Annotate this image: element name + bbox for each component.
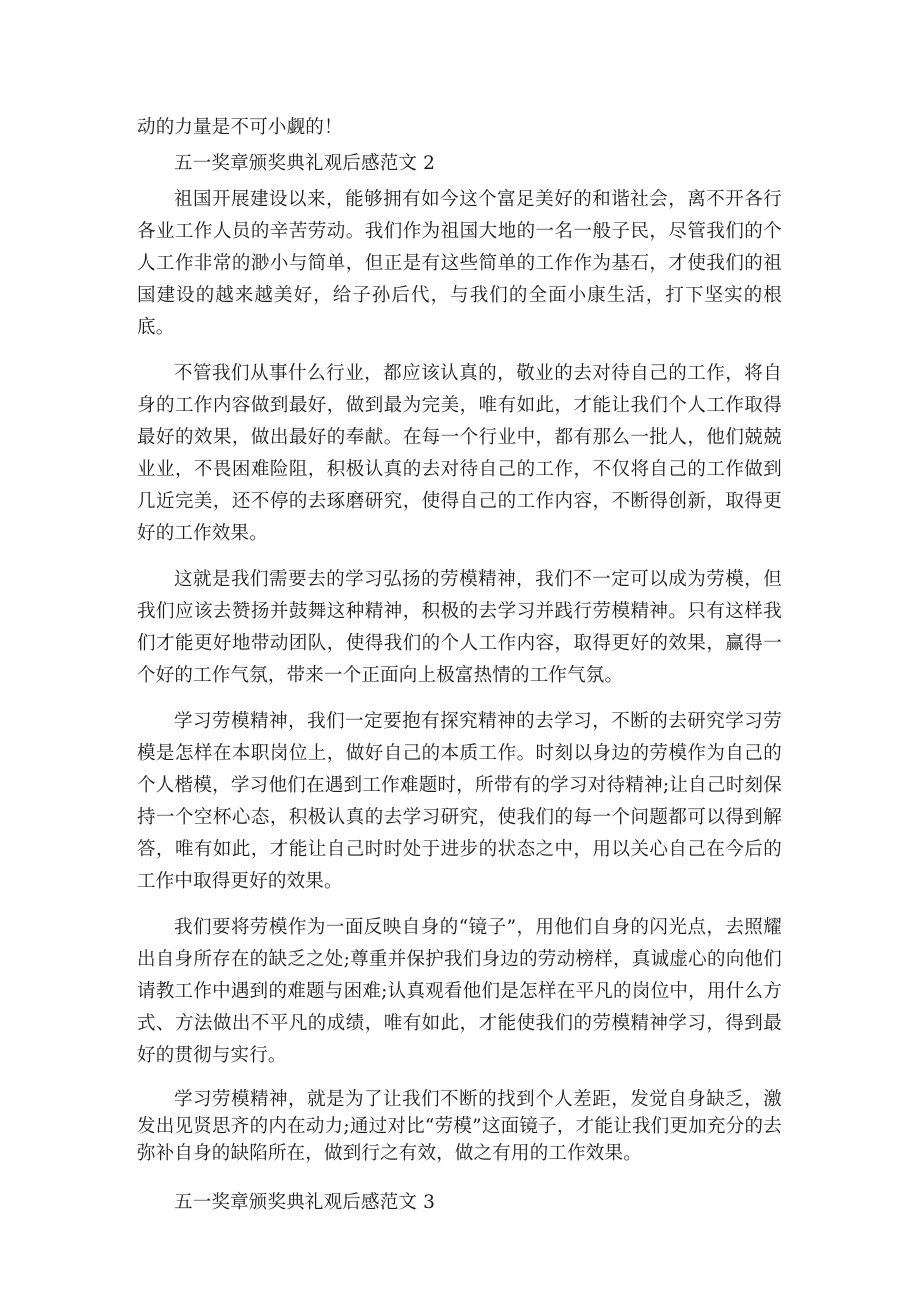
paragraph: 祖国开展建设以来，能够拥有如今这个富足美好的和谐社会，离不开各行各业工作人员的辛苦劳动。我们作为祖国大地的一名一般子民，尽管我们的个人工作非常的渺小与简单，但正是有这些简单的工作作为基石，才使我们的祖国建设的越来越美好，给子孙后代，与我们的全面小康生活，打下坚实的根底。: [137, 189, 782, 338]
paragraph-continuation: 动的力量是不可小觑的！: [137, 117, 343, 138]
paragraph: 我们要将劳模作为一面反映自身的“镜子”，用他们自身的闪光点，去照耀出自身所存在的缺乏之处;尊重并保护我们身边的劳动榜样，真诚虚心的向他们请教工作中遇到的难题与困难;认真观看他们是怎样在平凡的岗位中，用什么方式、方法做出不平凡的成绩，唯有如此，才能使我们的劳模精神学习，得到最好的贯彻与实行。: [137, 917, 782, 1066]
document-body: [137, 112, 782, 1219]
section-heading-3: 五一奖章颁奖典礼观后感范文 3: [174, 1192, 436, 1213]
paragraph: 这就是我们需要去的学习弘扬的劳模精神，我们不一定可以成为劳模，但我们应该去赞扬并鼓舞这种精神，积极的去学习并践行劳模精神。只有这样我们才能更好地带动团队，使得我们的个人工作内容，取得更好的效果，赢得一个好的工作气氛，带来一个正面向上极富热情的工作气氛。: [137, 569, 782, 686]
paragraph: 学习劳模精神，我们一定要抱有探究精神的去学习，不断的去研究学习劳模是怎样在本职岗位上，做好自己的本质工作。时刻以身边的劳模作为自己的个人楷模，学习他们在遇到工作难题时，所带有的学习对待精神;让自己时刻保持一个空杯心态，积极认真的去学习研究，使我们的每一个问题都可以得到解答，唯有如此，才能让自己时时处于进步的状态之中，用以关心自己在今后的工作中取得更好的效果。: [137, 711, 782, 892]
paragraph: 不管我们从事什么行业，都应该认真的，敬业的去对待自己的工作，将自身的工作内容做到最好，做到最为完美，唯有如此，才能让我们个人工作取得最好的效果，做出最好的奉献。在每一个行业中，都有那么一批人，他们兢兢业业，不畏困难险阻，积极认真的去对待自己的工作，不仅将自己的工作做到几近完美，还不停的去琢磨研究，使得自己的工作内容，不断得创新，取得更好的工作效果。: [137, 363, 782, 544]
section-heading-2: 五一奖章颁奖典礼观后感范文 2: [174, 153, 436, 174]
paragraph: 学习劳模精神，就是为了让我们不断的找到个人差距，发觉自身缺乏，激发出见贤思齐的内在动力;通过对比“劳模”这面镜子，才能让我们更加充分的去弥补自身的缺陷所在，做到行之有效，做之有用的工作效果。: [137, 1089, 782, 1164]
